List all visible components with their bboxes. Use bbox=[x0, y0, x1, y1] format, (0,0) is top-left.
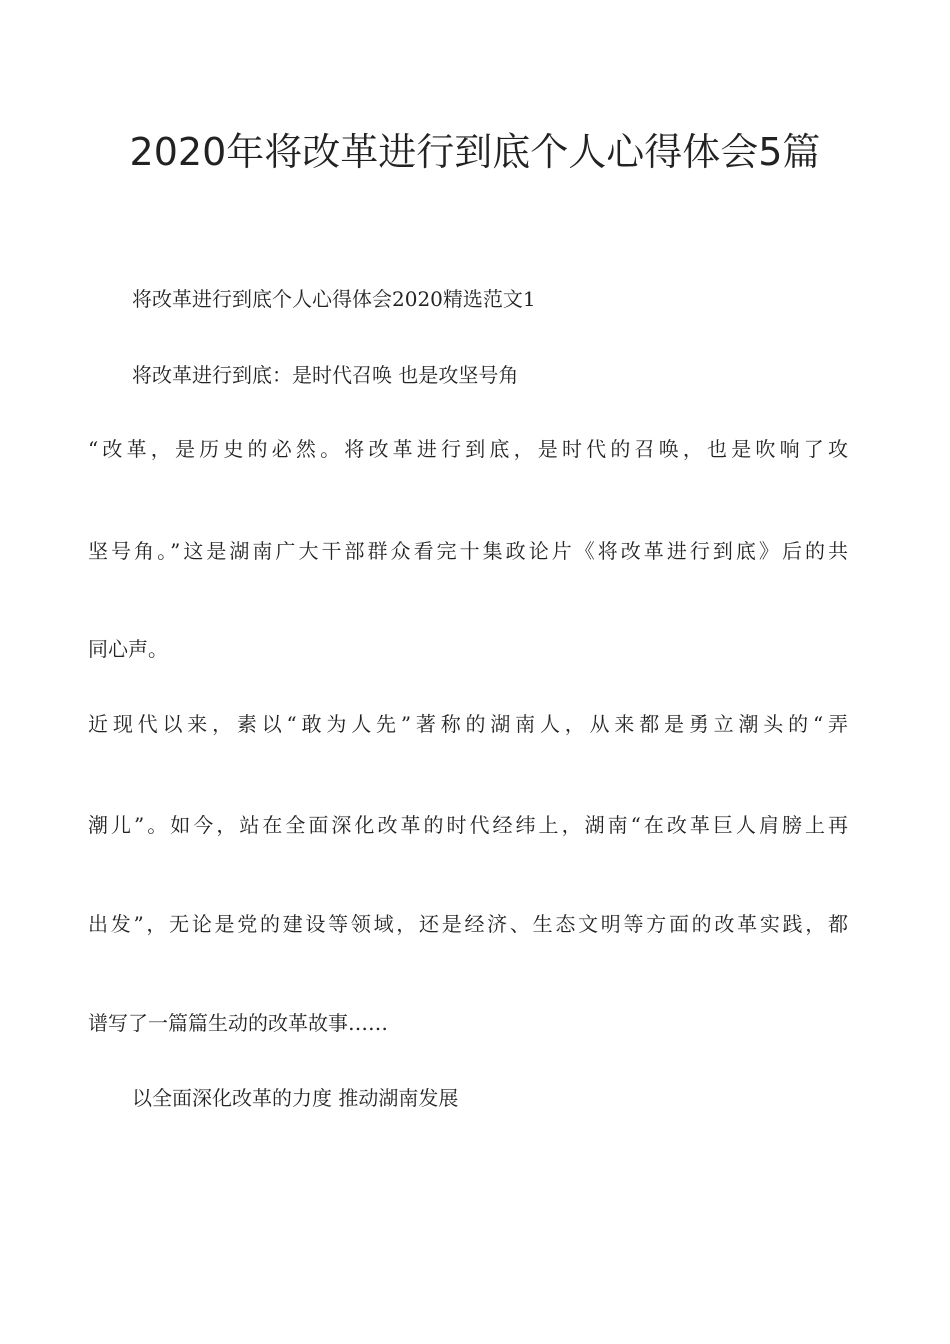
paragraph-line: 近现代以来，素以“敢为人先”著称的湖南人，从来都是勇立潮头的“弄 bbox=[88, 712, 848, 736]
paragraph-line: 同心声。 bbox=[88, 637, 168, 661]
section-heading: 以全面深化改革的力度 推动湖南发展 bbox=[132, 1086, 459, 1110]
document-subtitle: 将改革进行到底个人心得体会2020精选范文1 bbox=[132, 287, 536, 311]
section-heading: 将改革进行到底：是时代召唤 也是攻坚号角 bbox=[132, 363, 519, 387]
paragraph-line: 出发”，无论是党的建设等领域，还是经济、生态文明等方面的改革实践，都 bbox=[88, 912, 848, 936]
paragraph-line: 坚号角。”这是湖南广大干部群众看完十集政论片《将改革进行到底》后的共 bbox=[88, 539, 848, 563]
paragraph-line: 潮儿”。如今，站在全面深化改革的时代经纬上，湖南“在改革巨人肩膀上再 bbox=[88, 813, 848, 837]
document-title: 2020年将改革进行到底个人心得体会5篇 bbox=[129, 130, 821, 174]
paragraph-line: “改革，是历史的必然。将改革进行到底，是时代的召唤，也是吹响了攻 bbox=[88, 437, 848, 461]
paragraph-line: 谱写了一篇篇生动的改革故事…… bbox=[88, 1011, 388, 1035]
